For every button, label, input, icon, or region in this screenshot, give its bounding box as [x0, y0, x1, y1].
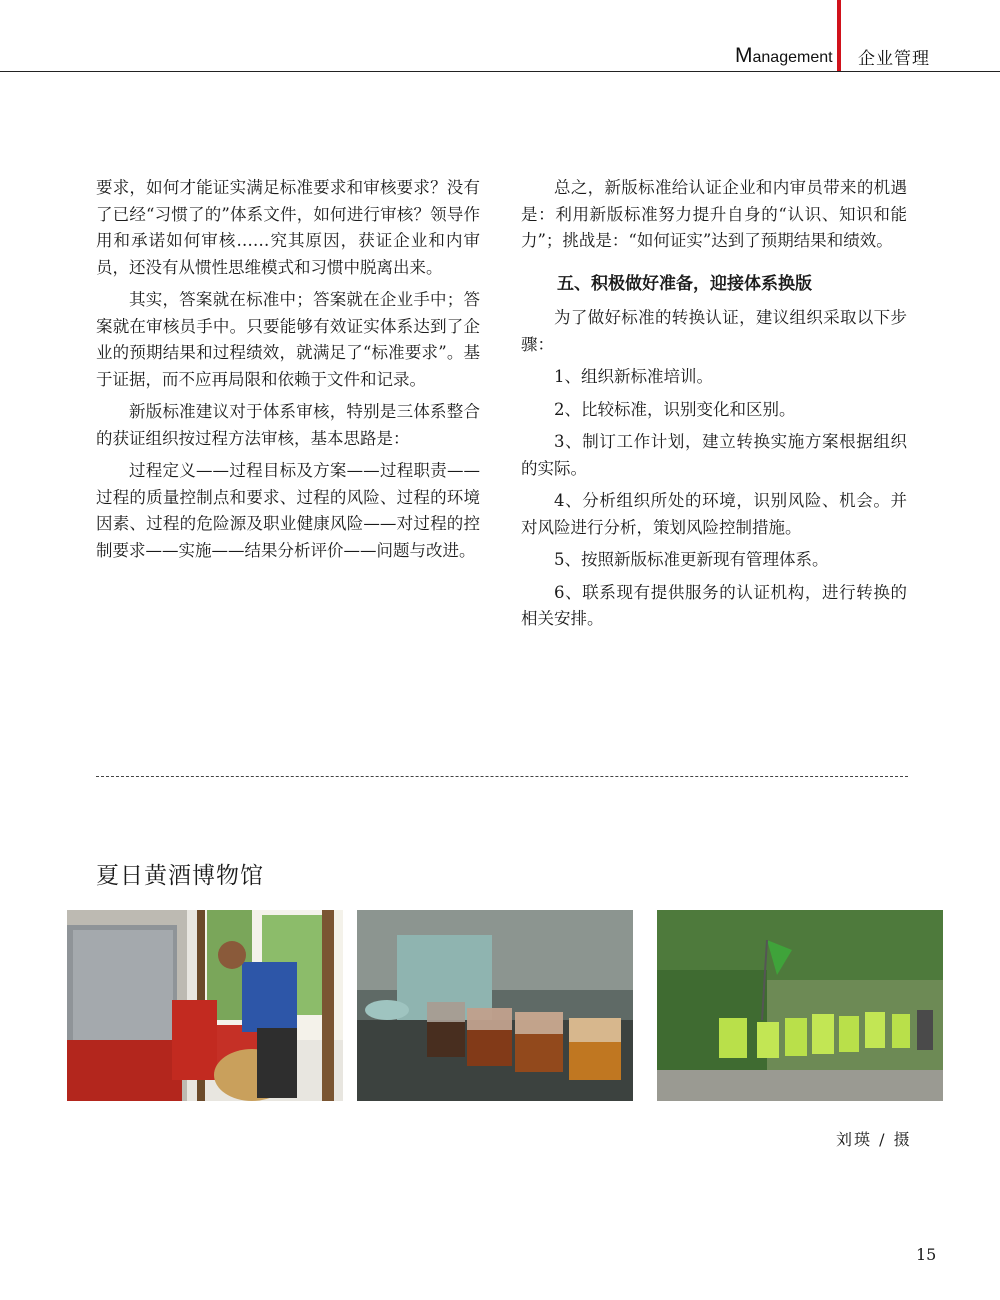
section-label-cn: 企业管理 [858, 49, 930, 69]
step-item: 5、按照新版标准更新现有管理体系。 [554, 550, 829, 569]
photo-children-parade [657, 910, 943, 1101]
photo-credit: 刘瑛 / 摄 [836, 1130, 912, 1149]
step-item: 4、分析组织所处的环境，识别风险、机会。并对风险进行分析，策划风险控制措施。 [521, 491, 907, 537]
step-item: 3、制订工作计划，建立转换实施方案根据组织的实际。 [521, 432, 907, 478]
paragraph: 过程定义——过程目标及方案——过程职责——过程的质量控制点和要求、过程的风险、过程的环境因素、过程的危险源及职业健康风险——对过程的控制要求——实施——结果分析评价——问题与改进。 [96, 461, 480, 560]
step-item: 2、比较标准，识别变化和区别。 [554, 399, 796, 419]
paragraph: 总之，新版标准给认证企业和内审员带来的机遇是：利用新版标准努力提升自身的“认识、知识和能力”；挑战是：“如何证实”达到了预期结果和绩效。 [521, 178, 907, 250]
header-accent-bar [837, 0, 841, 72]
paragraph: 要求，如何才能证实满足标准要求和审核要求？没有了已经“习惯了的”体系文件，如何进行审核？领导作用和承诺如何审核……究其原因，获证企业和内审员，还没有从惯性思维模式和习惯中脱离出来。 [96, 178, 480, 277]
paragraph: 为了做好标准的转换认证，建议组织采取以下步骤： [521, 308, 907, 354]
paragraph: 其实，答案就在标准中；答案就在企业手中；答案就在审核员手中。只要能够有效证实体系达到了企业的预期结果和过程绩效，就满足了“标准要求”。基于证据，而不应再局限和依赖于文件和记录。 [96, 290, 480, 389]
header-rule [0, 71, 1000, 72]
right-column [521, 175, 907, 639]
section-heading: 五、积极做好准备，迎接体系换版 [557, 273, 812, 294]
step-item: 6、联系现有提供服务的认证机构，进行转换的相关安排。 [521, 582, 907, 628]
page-number: 15 [916, 1245, 937, 1264]
left-column [96, 175, 480, 570]
photo-section-title: 夏日黄酒博物馆 [96, 863, 264, 889]
section-label-en: Management [735, 44, 833, 67]
photo-wine-glasses [357, 910, 633, 1101]
photo-wine-worker [67, 910, 343, 1101]
step-item: 1、组织新标准培训。 [554, 367, 713, 386]
dashed-divider [96, 776, 908, 777]
paragraph: 新版标准建议对于体系审核，特别是三体系整合的获证组织按过程方法审核，基本思路是： [96, 402, 480, 448]
